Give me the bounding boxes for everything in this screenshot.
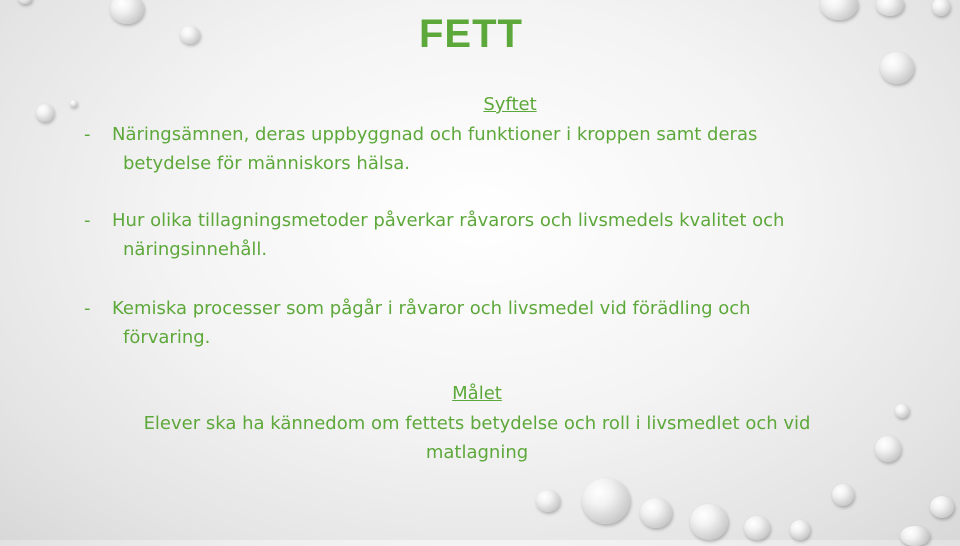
bullet-dash: - <box>84 210 91 231</box>
water-drop-decoration <box>536 490 560 512</box>
bullet-line: Näringsämnen, deras uppbyggnad och funktioner i kroppen samt deras <box>112 124 758 145</box>
water-drop-decoration <box>895 404 909 418</box>
bullet-line: förvaring. <box>123 327 211 348</box>
bullet-dash: - <box>84 124 91 145</box>
bullet-line: näringsinnehåll. <box>123 239 268 260</box>
bullet-line: Hur olika tillagningsmetoder påverkar råvarors och livsmedels kvalitet och <box>112 210 785 231</box>
goal-heading: Målet <box>452 383 502 404</box>
water-drop-decoration <box>36 104 54 122</box>
purpose-heading: Syftet <box>483 94 537 115</box>
bullet-line: Kemiska processer som pågår i råvaror och livsmedel vid förädling och <box>112 298 751 319</box>
water-drop-decoration <box>875 436 901 462</box>
goal-line: Elever ska ha kännedom om fettets betydelse och roll i livsmedlet och vid <box>143 413 811 434</box>
water-drop-decoration <box>70 100 77 107</box>
bullet-text <box>112 294 872 352</box>
water-drop-decoration <box>744 516 770 540</box>
bullet-text <box>112 120 872 178</box>
water-drop-decoration <box>832 484 854 506</box>
bullet-dash: - <box>84 298 91 319</box>
water-drop-decoration <box>930 496 954 518</box>
bullet-text <box>112 206 872 264</box>
slide-title: FETT <box>419 12 523 56</box>
water-drop-decoration <box>690 504 728 540</box>
water-drop-decoration <box>582 478 630 524</box>
water-drop-decoration <box>640 498 672 528</box>
water-drop-decoration <box>790 520 810 540</box>
goal-line: matlagning <box>425 442 529 463</box>
water-drop-decoration <box>18 0 32 4</box>
goal-text <box>100 409 854 467</box>
water-drop-decoration <box>900 526 930 546</box>
bullet-line: betydelse för människors hälsa. <box>123 153 410 174</box>
